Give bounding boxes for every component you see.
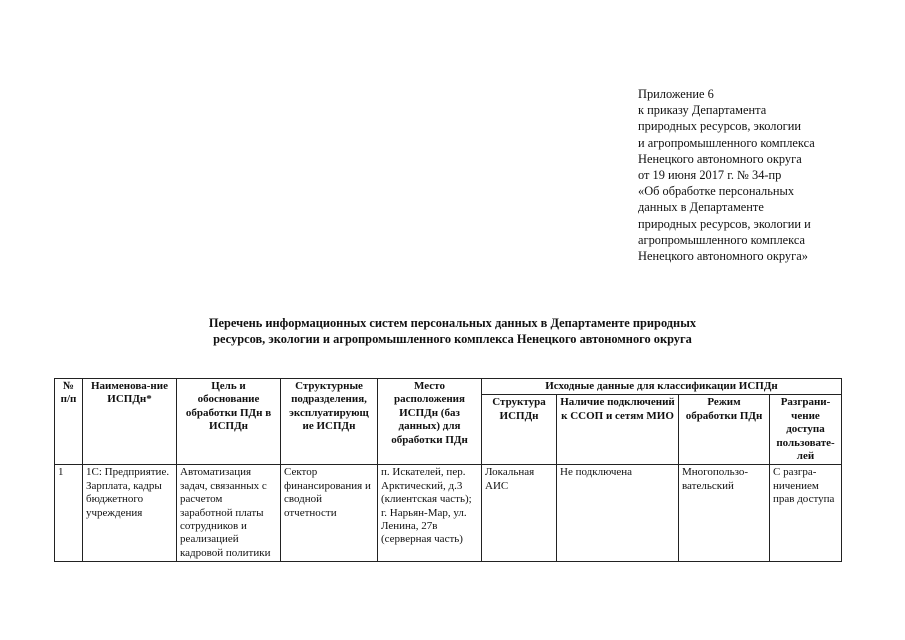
cell-location: п. Искателей, пер. Арктический, д.3 (клиентская часть); г. Нарьян-Мар, ул. Ленина, 27в (серверная часть)	[378, 465, 482, 562]
cell-num: 1	[55, 465, 83, 562]
header-classification-group: Исходные данные для классификации ИСПДн	[482, 379, 842, 395]
header-location: Место расположения ИСПДн (баз данных) для обработки ПДн	[378, 379, 482, 465]
appendix-line: Приложение 6	[638, 87, 714, 101]
cell-units: Сектор финансирования и сводной отчетности	[281, 465, 378, 562]
cell-access: С разгра-ничением прав доступа	[770, 465, 842, 562]
header-purpose: Цель и обоснование обработки ПДн в ИСПДн	[177, 379, 281, 465]
cell-purpose: Автоматизация задач, связанных с расчетом заработной платы сотрудников и реализацией кадровой политики	[177, 465, 281, 562]
appendix-line: природных ресурсов, экологии	[638, 119, 801, 134]
appendix-line: природных ресурсов, экологии и	[638, 216, 811, 231]
header-units: Структурные подразделения, эксплуатирующ ие ИСПДн	[281, 379, 378, 465]
header-num: № п/п	[55, 379, 83, 465]
appendix-line: и агропромышленного комплекса	[638, 135, 815, 150]
title-line-1: Перечень информационных систем персональных данных в Департаменте природных	[208, 316, 697, 330]
appendix-line: данных в Департаменте	[638, 200, 764, 215]
ispdn-table	[54, 378, 842, 562]
appendix-block	[638, 86, 898, 264]
appendix-line: агропромышленного комплекса	[638, 232, 806, 247]
appendix-line: «Об обработке персональных	[638, 184, 795, 199]
cell-name: 1С: Предприятие. Зарплата, кадры бюджетного учреждения	[83, 465, 177, 562]
cell-connections: Не подключена	[557, 465, 679, 562]
appendix-line: к приказу Департамента	[638, 103, 767, 118]
header-access: Разграни-чение доступа пользовате-лей	[770, 395, 842, 465]
header-name: Наименова-ние ИСПДн*	[83, 379, 177, 465]
table-row	[55, 465, 842, 562]
appendix-line: от 19 июня 2017 г. № 34-пр	[638, 168, 782, 183]
document-title	[150, 315, 755, 347]
title-line-2: ресурсов, экологии и агропромышленного комплекса Ненецкого автономного округа	[213, 332, 692, 346]
header-connections: Наличие подключений к ССОП и сетям МИО	[557, 395, 679, 465]
appendix-line: Ненецкого автономного округа	[638, 151, 802, 166]
cell-structure: Локальная АИС	[482, 465, 557, 562]
header-structure: Структура ИСПДн	[482, 395, 557, 465]
appendix-line: Ненецкого автономного округа»	[638, 249, 808, 264]
header-mode: Режим обработки ПДн	[679, 395, 770, 465]
cell-mode: Многопользо-вательский	[679, 465, 770, 562]
